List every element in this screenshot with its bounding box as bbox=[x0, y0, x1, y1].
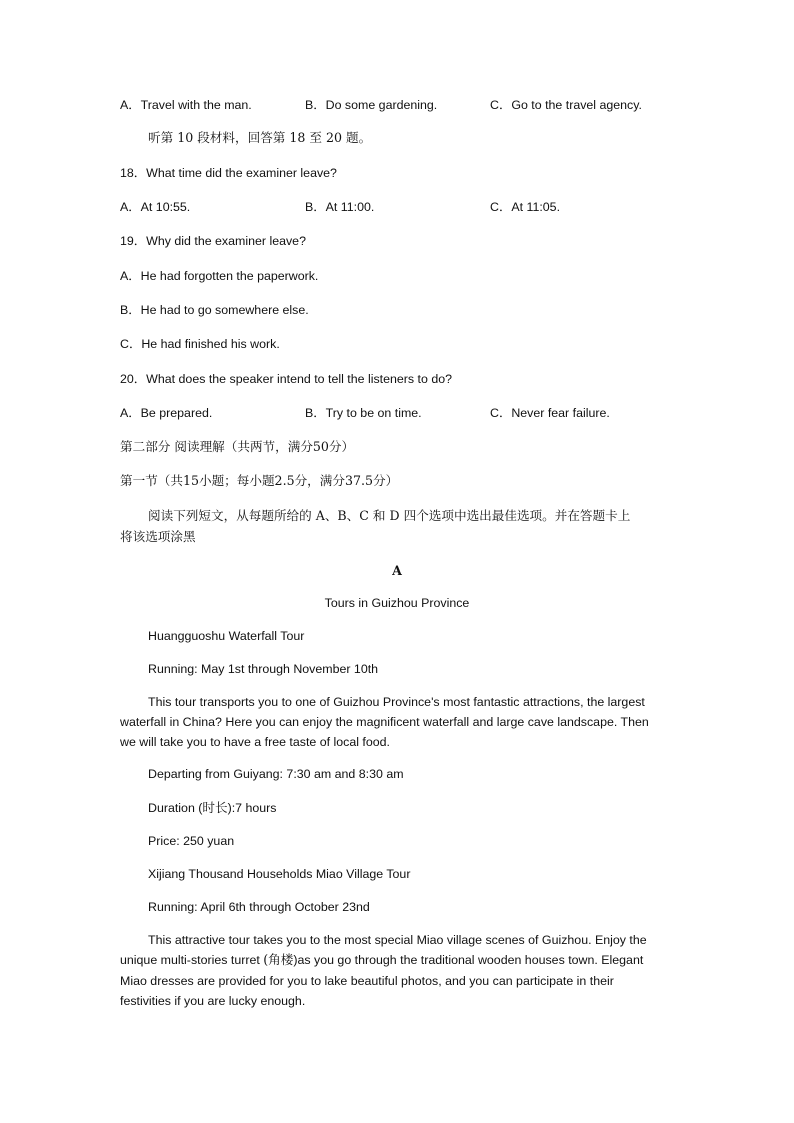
desc-line-2-part-a: unique multi-stories turret bbox=[120, 953, 264, 967]
tour2-desc-line-1: This attractive tour takes you to the most special Miao village scenes of Guizhou. Enjoy the bbox=[148, 933, 647, 947]
q20-option-b: B．Try to be on time. bbox=[305, 406, 422, 420]
tour1-price: Price: 250 yuan bbox=[148, 834, 235, 848]
duration-value: ):7 hours bbox=[227, 801, 277, 815]
tour1-duration bbox=[148, 800, 277, 816]
part2-title: 第二部分 阅读理解（共两节，满分50分） bbox=[120, 439, 355, 454]
tour1-departing: Departing from Guiyang: 7:30 am and 8:30 am bbox=[148, 767, 404, 781]
q17-option-c: C．Go to the travel agency. bbox=[490, 98, 642, 112]
q19-option-a: A．He had forgotten the paperwork. bbox=[120, 269, 319, 283]
q19-option-b: B．He had to go somewhere else. bbox=[120, 303, 309, 317]
instructions-line-2: 将该选项涂黑 bbox=[120, 529, 196, 544]
tour1-running: Running: May 1st through November 10th bbox=[148, 662, 379, 676]
q19-option-c: C．He had finished his work. bbox=[120, 337, 280, 351]
tour1-desc-line-3: we will take you to have a free taste of local food. bbox=[120, 735, 390, 749]
material-10-intro: 听第 10 段材料，回答第 18 至 20 题。 bbox=[148, 130, 372, 145]
tour1-name: Huangguoshu Waterfall Tour bbox=[148, 629, 305, 643]
q19-question: 19．Why did the examiner leave? bbox=[120, 234, 306, 248]
duration-label: Duration ( bbox=[148, 801, 203, 815]
desc-line-2-cn: (角楼 bbox=[263, 952, 294, 967]
tour2-running: Running: April 6th through October 23nd bbox=[148, 900, 370, 914]
q20-option-a: A．Be prepared. bbox=[120, 406, 213, 420]
tour2-name: Xijiang Thousand Households Miao Village Tour bbox=[148, 867, 411, 881]
q18-option-b: B．At 11:00. bbox=[305, 200, 375, 214]
desc-line-2-part-b: )as you go through the traditional wooden houses town. Elegant bbox=[293, 953, 644, 967]
q18-option-a: A．At 10:55. bbox=[120, 200, 191, 214]
section1-title: 第一节（共15小题；每小题2.5分，满分37.5分） bbox=[120, 473, 399, 488]
q18-question: 18．What time did the examiner leave? bbox=[120, 166, 337, 180]
tour2-desc-line-3: Miao dresses are provided for you to lake beautiful photos, and you can participate in their bbox=[120, 974, 614, 988]
q20-question: 20．What does the speaker intend to tell the listeners to do? bbox=[120, 372, 452, 386]
tour1-desc-line-2: waterfall in China? Here you can enjoy the magnificent waterfall and large cave landscape. Then bbox=[120, 715, 649, 729]
tour2-desc-line-2 bbox=[120, 952, 643, 968]
q20-option-c: C．Never fear failure. bbox=[490, 406, 610, 420]
instructions-line-1: 阅读下列短文，从每题所给的 A、B、C 和 D 四个选项中选出最佳选项。并在答题卡上 bbox=[148, 508, 631, 523]
tour1-desc-line-1: This tour transports you to one of Guizhou Province's most fantastic attractions, the largest bbox=[148, 695, 645, 709]
passage-letter: A bbox=[392, 563, 402, 578]
q18-option-c: C．At 11:05. bbox=[490, 200, 561, 214]
q17-option-a: A．Travel with the man. bbox=[120, 98, 252, 112]
q17-option-b: B．Do some gardening. bbox=[305, 98, 438, 112]
tour2-desc-line-4: festivities if you are lucky enough. bbox=[120, 994, 306, 1008]
duration-cn: 时长 bbox=[202, 800, 228, 815]
passage-title: Tours in Guizhou Province bbox=[324, 596, 470, 610]
